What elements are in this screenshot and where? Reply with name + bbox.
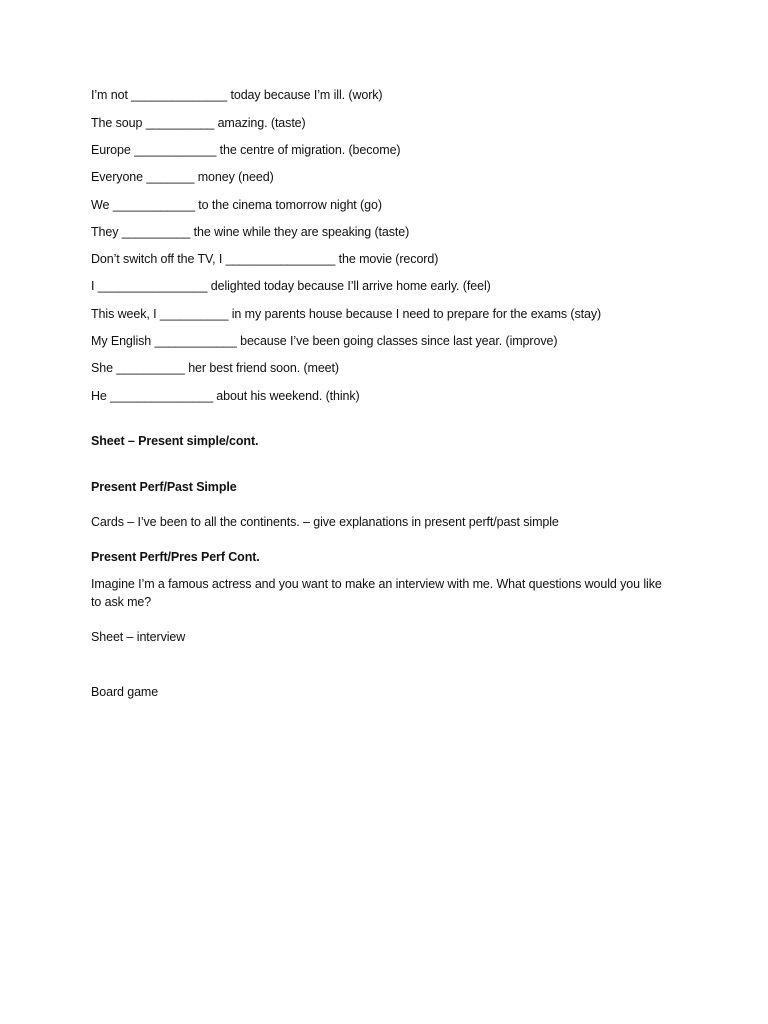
interview-prompt: Imagine I’m a famous actress and you want to make an interview with me. What questions would you like to ask me?: [91, 577, 662, 609]
present-perf-past-simple-heading: Present Perf/Past Simple: [91, 480, 237, 494]
exercise-line-1: I’m not ______________ today because I’m ill. (work): [91, 88, 383, 102]
present-perft-cont-heading: Present Perft/Pres Perf Cont.: [91, 550, 260, 564]
exercise-line-10: My English ____________ because I’ve been going classes since last year. (improve): [91, 334, 558, 348]
exercise-line-7: Don’t switch off the TV, I ________________ the movie (record): [91, 252, 439, 266]
sheet-interview-note: Sheet – interview: [91, 630, 186, 644]
exercise-line-2: The soup __________ amazing. (taste): [91, 116, 306, 130]
exercise-line-9: This week, I __________ in my parents house because I need to prepare for the exams (stay): [91, 307, 602, 321]
sheet-present-heading: Sheet – Present simple/cont.: [91, 434, 259, 448]
cards-note: Cards – I’ve been to all the continents. – give explanations in present perft/past simple: [91, 515, 559, 529]
exercise-line-8: I ________________ delighted today because I’ll arrive home early. (feel): [91, 279, 491, 293]
board-game-note: Board game: [91, 685, 159, 699]
exercise-line-4: Everyone _______ money (need): [91, 170, 274, 184]
exercise-line-5: We ____________ to the cinema tomorrow night (go): [91, 198, 382, 212]
exercise-line-11: She __________ her best friend soon. (meet): [91, 361, 339, 375]
exercise-line-6: They __________ the wine while they are speaking (taste): [91, 225, 410, 239]
exercise-line-12: He _______________ about his weekend. (think): [91, 389, 360, 403]
exercise-line-3: Europe ____________ the centre of migration. (become): [91, 143, 401, 157]
